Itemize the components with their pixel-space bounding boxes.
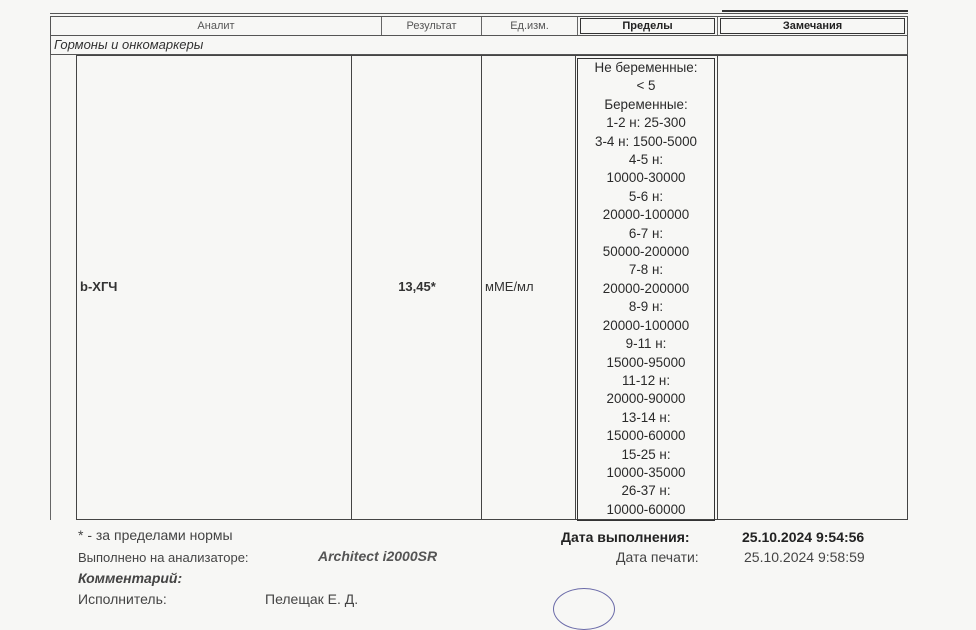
- comment-label: Комментарий:: [78, 570, 183, 586]
- analyzer-name: Architect i2000SR: [318, 548, 438, 564]
- table-row: [76, 55, 908, 520]
- section-row: [50, 36, 908, 55]
- header-result: Результат: [381, 17, 481, 35]
- limit-line: 15-25 н:: [621, 446, 671, 462]
- executor-name: Пелещак Е. Д.: [265, 591, 359, 607]
- limit-line: 3-4 н: 1500-5000: [595, 133, 697, 149]
- analyte-name: b-ХГЧ: [80, 279, 118, 294]
- header-remarks: [717, 17, 907, 35]
- top-rule-accent: [722, 10, 908, 12]
- section-title: Гормоны и онкомаркеры: [54, 37, 204, 52]
- col-divider: [717, 56, 718, 519]
- header-limits: [577, 17, 717, 35]
- limit-line: 10000-60000: [606, 501, 686, 517]
- limit-line: 10000-35000: [606, 464, 686, 480]
- stamp-seal: [553, 588, 615, 630]
- header-limits-label: Пределы: [580, 18, 715, 34]
- executor-label: Исполнитель:: [78, 591, 167, 607]
- limit-line: 9-11 н:: [625, 336, 667, 352]
- top-rule: [50, 13, 908, 14]
- section-left-border: [50, 55, 51, 520]
- result-value: 13,45*: [398, 279, 436, 294]
- limit-line: 8-9 н:: [628, 299, 664, 315]
- limit-line: 20000-100000: [602, 317, 690, 333]
- limit-line: 20000-200000: [602, 280, 690, 296]
- limit-line: 50000-200000: [602, 244, 690, 260]
- limit-line: 26-37 н:: [621, 483, 671, 499]
- done-date-label: Дата выполнения:: [561, 529, 690, 545]
- table-header: [50, 16, 908, 36]
- limit-line: 20000-100000: [602, 207, 690, 223]
- col-divider: [575, 56, 576, 519]
- print-date-label: Дата печати:: [616, 549, 699, 565]
- limit-line: 7-8 н:: [628, 262, 664, 278]
- header-analyte: Аналит: [197, 20, 235, 32]
- limit-line: 11-12 н:: [621, 372, 671, 388]
- limit-line: 10000-30000: [606, 170, 686, 186]
- done-date-value: 25.10.2024 9:54:56: [742, 529, 865, 545]
- limit-line: < 5: [636, 78, 656, 94]
- header-unit: Ед.изм.: [481, 17, 577, 35]
- limit-line: 15000-95000: [606, 354, 686, 370]
- limit-line: 6-7 н:: [628, 225, 664, 241]
- limit-line: Беременные:: [604, 96, 688, 112]
- analyzer-label: Выполнено на анализаторе:: [78, 550, 249, 565]
- limit-line: 4-5 н:: [628, 152, 664, 168]
- reference-limits: [577, 58, 715, 521]
- unit-value: мМЕ/мл: [485, 279, 534, 294]
- limit-line: 13-14 н:: [621, 409, 671, 425]
- limit-line: 20000-90000: [606, 391, 686, 407]
- limit-line: 1-2 н: 25-300: [606, 115, 686, 131]
- footnote: * - за пределами нормы: [78, 527, 233, 543]
- limit-line: 5-6 н:: [628, 188, 664, 204]
- print-date-value: 25.10.2024 9:58:59: [744, 549, 865, 565]
- header-remarks-label: Замечания: [720, 18, 905, 34]
- limit-line: 15000-60000: [606, 428, 686, 444]
- limit-line: Не беременные:: [594, 60, 698, 75]
